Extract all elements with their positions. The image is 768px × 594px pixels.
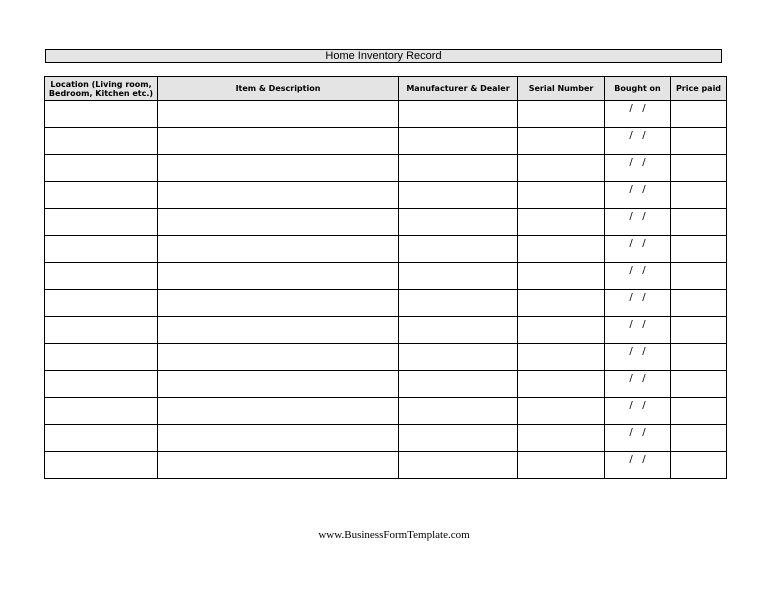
cell-price[interactable]	[671, 398, 727, 425]
table-row	[45, 344, 727, 371]
cell-serial[interactable]	[518, 452, 605, 479]
cell-location[interactable]	[45, 290, 158, 317]
date-placeholder: / /	[629, 292, 646, 303]
cell-location[interactable]	[45, 182, 158, 209]
cell-item[interactable]	[158, 155, 399, 182]
cell-serial[interactable]	[518, 371, 605, 398]
column-header-item-description: Item & Description	[158, 77, 399, 101]
cell-manufacturer[interactable]	[399, 290, 518, 317]
cell-serial[interactable]	[518, 344, 605, 371]
cell-manufacturer[interactable]	[399, 398, 518, 425]
cell-manufacturer[interactable]	[399, 263, 518, 290]
cell-item[interactable]	[158, 263, 399, 290]
cell-item[interactable]	[158, 236, 399, 263]
cell-manufacturer[interactable]	[399, 425, 518, 452]
form-title: Home Inventory Record	[45, 49, 722, 63]
cell-price[interactable]	[671, 128, 727, 155]
cell-manufacturer[interactable]	[399, 317, 518, 344]
cell-manufacturer[interactable]	[399, 182, 518, 209]
column-header-price-paid: Price paid	[671, 77, 727, 101]
cell-location[interactable]	[45, 209, 158, 236]
date-placeholder: / /	[629, 157, 646, 168]
column-header-location: Location (Living room, Bedroom, Kitchen etc.)	[45, 77, 158, 101]
table-row	[45, 290, 727, 317]
cell-price[interactable]	[671, 425, 727, 452]
cell-bought-on[interactable]	[605, 371, 671, 398]
cell-location[interactable]	[45, 236, 158, 263]
cell-price[interactable]	[671, 155, 727, 182]
column-header-manufacturer-dealer: Manufacturer & Dealer	[399, 77, 518, 101]
cell-location[interactable]	[45, 344, 158, 371]
date-placeholder: / /	[629, 184, 646, 195]
cell-item[interactable]	[158, 128, 399, 155]
column-header-bought-on: Bought on	[605, 77, 671, 101]
date-placeholder: / /	[629, 346, 646, 357]
inventory-body	[45, 101, 727, 479]
cell-serial[interactable]	[518, 209, 605, 236]
cell-bought-on[interactable]	[605, 263, 671, 290]
cell-bought-on[interactable]	[605, 452, 671, 479]
date-placeholder: / /	[629, 319, 646, 330]
cell-manufacturer[interactable]	[399, 155, 518, 182]
cell-price[interactable]	[671, 101, 727, 128]
date-placeholder: / /	[629, 373, 646, 384]
cell-serial[interactable]	[518, 182, 605, 209]
cell-serial[interactable]	[518, 290, 605, 317]
cell-location[interactable]	[45, 398, 158, 425]
cell-bought-on[interactable]	[605, 290, 671, 317]
cell-bought-on[interactable]	[605, 344, 671, 371]
table-row	[45, 371, 727, 398]
table-row	[45, 182, 727, 209]
cell-item[interactable]	[158, 209, 399, 236]
table-row	[45, 263, 727, 290]
cell-item[interactable]	[158, 182, 399, 209]
table-row	[45, 128, 727, 155]
table-row	[45, 425, 727, 452]
date-placeholder: / /	[629, 454, 646, 465]
cell-price[interactable]	[671, 344, 727, 371]
cell-bought-on[interactable]	[605, 155, 671, 182]
cell-item[interactable]	[158, 344, 399, 371]
cell-manufacturer[interactable]	[399, 209, 518, 236]
cell-location[interactable]	[45, 371, 158, 398]
cell-serial[interactable]	[518, 155, 605, 182]
table-row	[45, 209, 727, 236]
cell-price[interactable]	[671, 452, 727, 479]
cell-manufacturer[interactable]	[399, 128, 518, 155]
cell-price[interactable]	[671, 317, 727, 344]
date-placeholder: / /	[629, 211, 646, 222]
cell-item[interactable]	[158, 398, 399, 425]
cell-bought-on[interactable]	[605, 425, 671, 452]
date-placeholder: / /	[629, 130, 646, 141]
cell-location[interactable]	[45, 155, 158, 182]
table-row	[45, 236, 727, 263]
cell-location[interactable]	[45, 452, 158, 479]
date-placeholder: / /	[629, 265, 646, 276]
cell-location[interactable]	[45, 425, 158, 452]
table-row	[45, 101, 727, 128]
table-row	[45, 452, 727, 479]
cell-bought-on[interactable]	[605, 398, 671, 425]
cell-serial[interactable]	[518, 317, 605, 344]
cell-location[interactable]	[45, 101, 158, 128]
cell-serial[interactable]	[518, 128, 605, 155]
cell-serial[interactable]	[518, 236, 605, 263]
date-placeholder: / /	[629, 238, 646, 249]
cell-item[interactable]	[158, 290, 399, 317]
table-row	[45, 317, 727, 344]
cell-serial[interactable]	[518, 263, 605, 290]
cell-bought-on[interactable]	[605, 182, 671, 209]
cell-location[interactable]	[45, 317, 158, 344]
cell-manufacturer[interactable]	[399, 344, 518, 371]
cell-item[interactable]	[158, 317, 399, 344]
column-header-serial-number: Serial Number	[518, 77, 605, 101]
cell-price[interactable]	[671, 263, 727, 290]
table-header-row	[45, 77, 727, 101]
cell-location[interactable]	[45, 263, 158, 290]
cell-item[interactable]	[158, 452, 399, 479]
footer-url: www.BusinessFormTemplate.com	[318, 529, 470, 541]
cell-bought-on[interactable]	[605, 128, 671, 155]
cell-location[interactable]	[45, 128, 158, 155]
cell-item[interactable]	[158, 101, 399, 128]
date-placeholder: / /	[629, 427, 646, 438]
cell-item[interactable]	[158, 371, 399, 398]
inventory-table	[44, 76, 727, 479]
cell-price[interactable]	[671, 290, 727, 317]
cell-price[interactable]	[671, 209, 727, 236]
cell-price[interactable]	[671, 371, 727, 398]
cell-bought-on[interactable]	[605, 236, 671, 263]
cell-item[interactable]	[158, 425, 399, 452]
cell-serial[interactable]	[518, 425, 605, 452]
cell-bought-on[interactable]	[605, 101, 671, 128]
date-placeholder: / /	[629, 400, 646, 411]
cell-bought-on[interactable]	[605, 317, 671, 344]
cell-price[interactable]	[671, 236, 727, 263]
cell-manufacturer[interactable]	[399, 101, 518, 128]
date-placeholder: / /	[629, 103, 646, 114]
cell-serial[interactable]	[518, 101, 605, 128]
cell-manufacturer[interactable]	[399, 371, 518, 398]
table-row	[45, 155, 727, 182]
cell-manufacturer[interactable]	[399, 236, 518, 263]
cell-price[interactable]	[671, 182, 727, 209]
cell-manufacturer[interactable]	[399, 452, 518, 479]
table-row	[45, 398, 727, 425]
cell-bought-on[interactable]	[605, 209, 671, 236]
cell-serial[interactable]	[518, 398, 605, 425]
